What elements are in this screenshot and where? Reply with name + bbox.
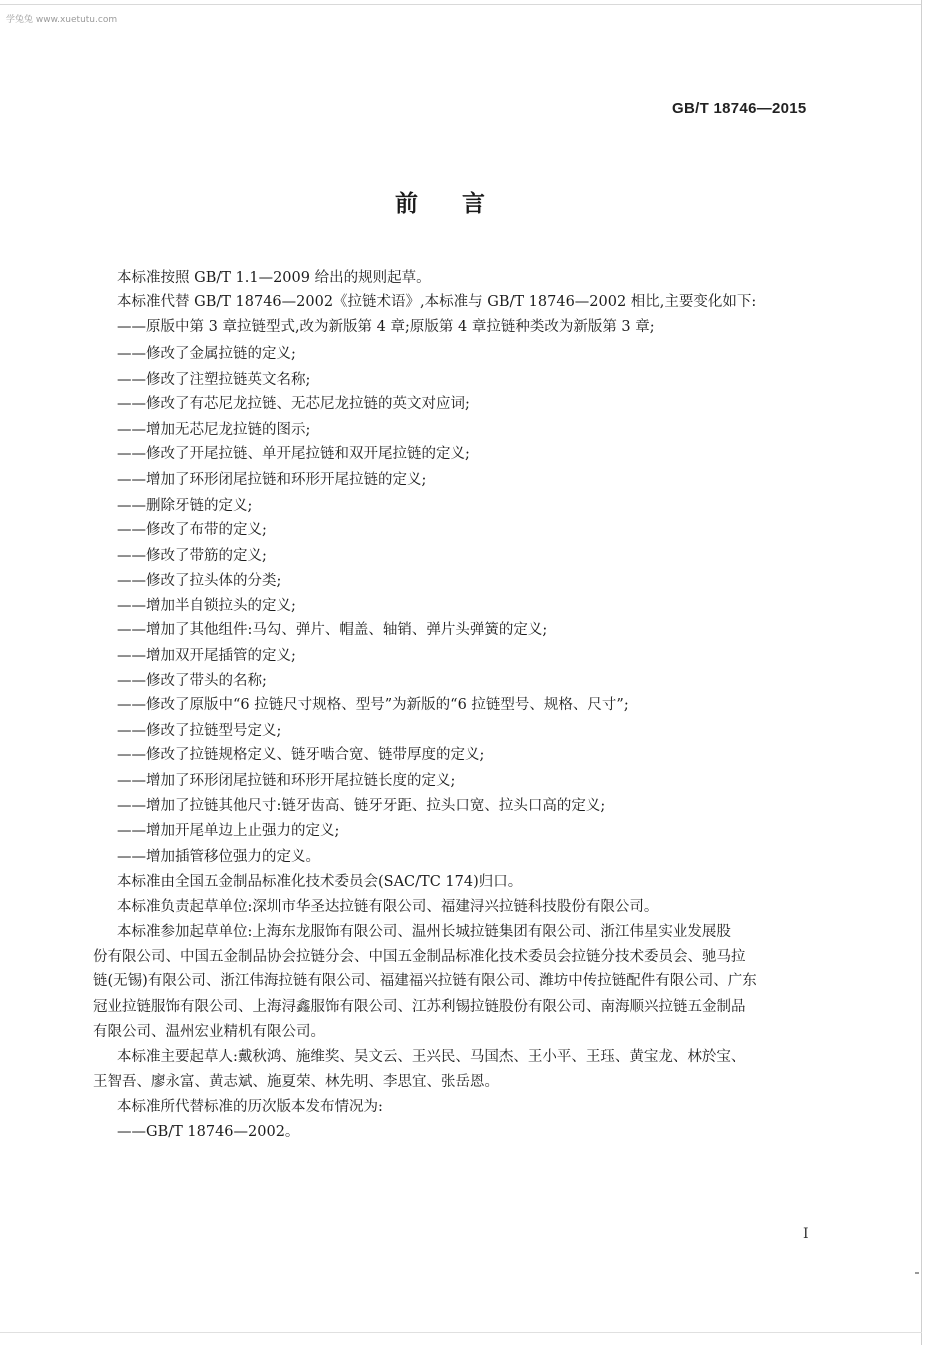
change-item: ——修改了带头的名称;: [117, 673, 267, 689]
change-item: ——增加插管移位强力的定义。: [117, 849, 320, 865]
change-item: ——修改了拉链型号定义;: [117, 723, 282, 739]
change-item: ——增加了其他组件:马勾、弹片、帽盖、轴销、弹片头弹簧的定义;: [117, 622, 548, 638]
change-item: ——修改了开尾拉链、单开尾拉链和双开尾拉链的定义;: [117, 446, 470, 462]
history-intro: 本标准所代替标准的历次版本发布情况为:: [117, 1099, 383, 1115]
intro-line-1: 本标准按照 GB/T 1.1—2009 给出的规则起草。: [117, 270, 431, 286]
change-item: ——原版中第 3 章拉链型式,改为新版第 4 章;原版第 4 章拉链种类改为新版第 3 章;: [117, 319, 655, 335]
participating-units-line-4: 冠业拉链服饰有限公司、上海浔鑫服饰有限公司、江苏利锡拉链股份有限公司、南海顺兴拉链五金制品: [93, 999, 746, 1015]
scan-edge-bottom: [0, 1332, 922, 1333]
drafting-units-line: 本标准负责起草单位:深圳市华圣达拉链有限公司、福建浔兴拉链科技股份有限公司。: [117, 899, 659, 915]
change-item: ——增加半自锁拉头的定义;: [117, 598, 296, 614]
page-title: 前言: [395, 191, 529, 217]
participating-units-line-3: 链(无锡)有限公司、浙江伟海拉链有限公司、福建福兴拉链有限公司、潍坊中传拉链配件有限公司、广东: [93, 973, 757, 989]
change-item: ——修改了拉头体的分类;: [117, 573, 282, 589]
intro-line-2: 本标准代替 GB/T 18746—2002《拉链术语》,本标准与 GB/T 18746—2002 相比,主要变化如下:: [117, 294, 757, 310]
drafters-line-2: 王智吾、廖永富、黄志斌、施夏荣、林先明、李思宜、张岳恩。: [93, 1074, 499, 1090]
page-number: I: [803, 1226, 809, 1242]
change-item: ——增加了拉链其他尺寸:链牙齿高、链牙牙距、拉头口宽、拉头口高的定义;: [117, 798, 606, 814]
change-item: ——增加双开尾插管的定义;: [117, 648, 296, 664]
change-item: ——增加开尾单边上止强力的定义;: [117, 823, 340, 839]
scan-edge-top: [0, 4, 922, 5]
change-item: ——修改了金属拉链的定义;: [117, 346, 296, 362]
change-item: ——增加无芯尼龙拉链的图示;: [117, 422, 311, 438]
change-item: ——删除牙链的定义;: [117, 498, 253, 514]
standard-code: GB/T 18746—2015: [672, 100, 807, 117]
watermark: 学兔兔 www.xuetutu.com: [6, 15, 118, 25]
change-item: ——修改了有芯尼龙拉链、无芯尼龙拉链的英文对应词;: [117, 396, 470, 412]
change-item: ——修改了带筋的定义;: [117, 548, 267, 564]
participating-units-line-5: 有限公司、温州宏业精机有限公司。: [93, 1024, 325, 1040]
history-item: ——GB/T 18746—2002。: [117, 1124, 300, 1140]
participating-units-line-2: 份有限公司、中国五金制品协会拉链分会、中国五金制品标准化技术委员会拉链分技术委员会、驰马拉: [93, 949, 746, 965]
scan-mark: [915, 1272, 919, 1274]
scan-edge-right: [921, 0, 922, 1345]
change-item: ——增加了环形闭尾拉链和环形开尾拉链长度的定义;: [117, 773, 456, 789]
change-item: ——修改了拉链规格定义、链牙啮合宽、链带厚度的定义;: [117, 747, 485, 763]
change-item: ——修改了原版中“6 拉链尺寸规格、型号”为新版的“6 拉链型号、规格、尺寸”;: [117, 697, 629, 713]
change-item: ——增加了环形闭尾拉链和环形开尾拉链的定义;: [117, 472, 427, 488]
participating-units-line-1: 本标准参加起草单位:上海东龙服饰有限公司、温州长城拉链集团有限公司、浙江伟星实业发展股: [117, 924, 731, 940]
change-item: ——修改了布带的定义;: [117, 522, 267, 538]
committee-line: 本标准由全国五金制品标准化技术委员会(SAC/TC 174)归口。: [117, 874, 523, 890]
drafters-line-1: 本标准主要起草人:戴秋鸿、施维奖、吴文云、王兴民、马国杰、王小平、王珏、黄宝龙、林於宝、: [117, 1049, 746, 1065]
change-item: ——修改了注塑拉链英文名称;: [117, 372, 311, 388]
